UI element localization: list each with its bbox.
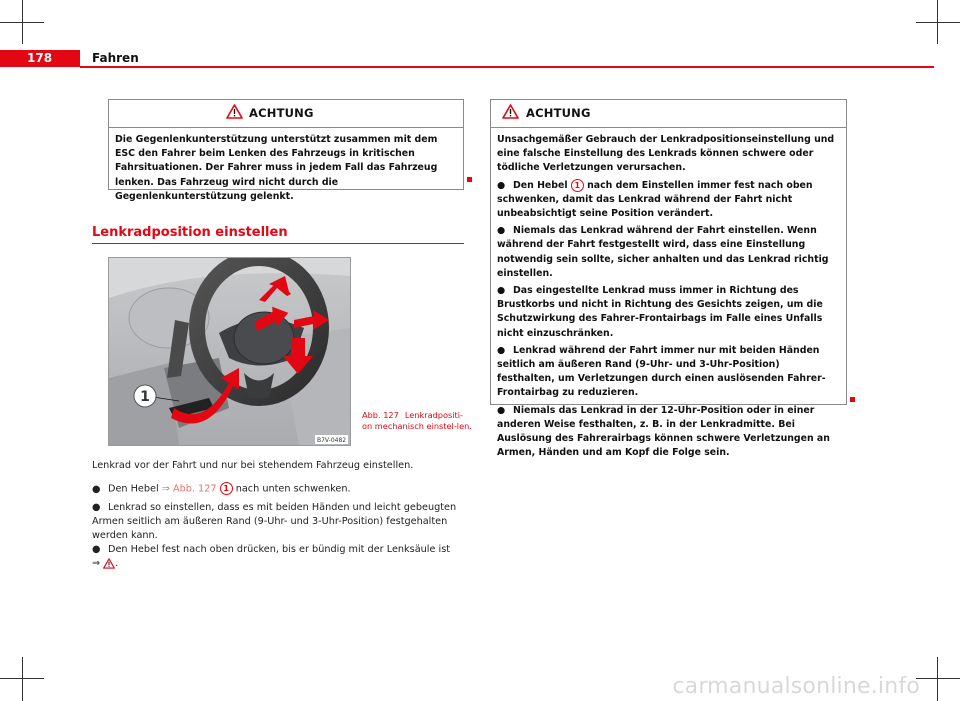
- warning-box-left: [108, 99, 464, 202]
- step-3-arrow: ⇒: [92, 558, 101, 569]
- caption-number: Abb. 127: [362, 410, 399, 420]
- bullet: ●: [497, 344, 506, 356]
- crop-mark: [22, 0, 23, 22]
- figure-link[interactable]: ⇒ Abb. 127: [161, 483, 217, 495]
- bullet: ●: [497, 225, 506, 237]
- bullet: ●: [497, 285, 506, 297]
- step-2: [92, 501, 472, 543]
- warning-header: [491, 100, 846, 128]
- warning-bullet-3-text: Das eingestellte Lenkrad muss immer in Richtung des Brustkorbs und nicht in Richtung des Gesichts zeigen, um die Schutzwirkung des Fahrer-Frontairbags im Falle eines Unfalls nicht einzuschränken.: [497, 285, 823, 339]
- warning-intro: Unsachgemäßer Gebrauch der Lenkradpositionseinstellung und eine falsche Einstellung des Lenkrads können schwere oder tödliche Verletzungen verursachen.: [497, 134, 835, 174]
- caption-text: Lenkradpositi-on mechanisch einstel-len.: [362, 410, 472, 431]
- warning-body: [491, 128, 846, 464]
- figure-code: B7V-0482: [317, 437, 347, 444]
- bullet: ●: [92, 483, 101, 495]
- crop-mark: [916, 22, 960, 23]
- warning-bullet-5: [497, 404, 840, 461]
- lever-number-badge: 1: [571, 179, 584, 192]
- warning-link-icon[interactable]: [103, 558, 115, 569]
- warning-bullet-3: [497, 284, 840, 341]
- chapter-title: Fahren: [92, 51, 139, 65]
- step-3: [92, 543, 472, 571]
- intro-paragraph: Lenkrad vor der Fahrt und nur bei stehendem Fahrzeug einstellen.: [92, 460, 414, 471]
- warning-bullet-5-text: Niemals das Lenkrad in der 12-Uhr-Position oder in einer anderen Weise festhalten, z. B. in der Lenkradmitte. Bei Auslösung des Fahrerairbags können schwere Verletzungen an Armen, Händen und am Kopf die Folge sein.: [497, 404, 830, 459]
- figure-caption: [362, 410, 472, 432]
- crop-mark: [22, 22, 23, 44]
- figure-callout-1: 1: [140, 389, 150, 405]
- warning-title: ACHTUNG: [526, 106, 591, 120]
- step-2-text: Lenkrad so einstellen, dass es mit beiden Händen und leicht gebeugten Armen seitlich am äußeren Rand (9-Uhr- und 3-Uhr-Position) festgehalten werden kann.: [92, 502, 457, 541]
- step-1-text: Den Hebel: [108, 483, 162, 495]
- header-rule: [80, 66, 934, 68]
- bullet: ●: [92, 502, 101, 513]
- bullet: ●: [497, 179, 506, 191]
- bullet: ●: [497, 404, 506, 416]
- warning-bullet-1-text-end: nach dem Einstellen immer fest nach oben schwenken, damit das Lenkrad während der Fahrt nicht unbeabsichtigt seine Position verändert.: [497, 179, 813, 220]
- warning-title: ACHTUNG: [249, 106, 314, 120]
- section-rule: [92, 243, 464, 244]
- warning-bullet-4-text: Lenkrad während der Fahrt immer nur mit beiden Händen seitlich am äußeren Rand (9-Uhr- und 3-Uhr-Position) festhalten, um Verletzungen durch einen auslösenden Fahrer-Frontairbag zu reduzieren.: [497, 344, 826, 399]
- step-1: [92, 482, 472, 497]
- end-marker: [467, 177, 472, 182]
- steering-wheel-illustration: [109, 258, 350, 445]
- warning-body: [109, 128, 463, 208]
- section-title: Lenkradposition einstellen: [92, 225, 288, 240]
- step-3-text: Den Hebel fest nach oben drücken, bis er bündig mit der Lenksäule ist: [108, 544, 451, 555]
- warning-triangle-icon: [502, 104, 519, 119]
- step-1-text-end: nach unten schwenken.: [232, 483, 351, 495]
- warning-triangle-icon: [226, 104, 243, 119]
- crop-mark: [0, 22, 22, 23]
- watermark-url: carmanualsonline.info: [672, 674, 920, 699]
- step-3-end: .: [115, 558, 119, 569]
- warning-bullet-1: [497, 179, 840, 222]
- steering-wheel-figure: [108, 257, 351, 446]
- page-number: 178: [0, 50, 80, 67]
- lever-number-badge: 1: [220, 482, 233, 495]
- warning-header: [109, 100, 463, 128]
- warning-bullet-2-text: Niemals das Lenkrad während der Fahrt einstellen. Wenn während der Fahrt festgestellt wird, dass eine Einstellung notwendig sein sollte, sicher anhalten und das Lenkrad richtig einstellen.: [497, 225, 829, 279]
- warning-text: Die Gegenlenkunterstützung unterstützt zusammen mit dem ESC den Fahrer beim Lenken des Fahrzeugs in kritischen Fahrsituationen. Der Fahrer muss in jedem Fall das Fahrzeug lenken. Das Fahrzeug wird nicht durch die Gegenlenkunterstützung gelenkt.: [115, 134, 438, 202]
- warning-bullet-4: [497, 344, 840, 401]
- warning-bullet-1-text: Den Hebel: [513, 179, 571, 191]
- bullet: ●: [92, 544, 101, 555]
- warning-bullet-2: [497, 224, 840, 281]
- warning-box-right: [490, 99, 847, 459]
- end-marker: [850, 397, 855, 402]
- body-intro: [92, 459, 472, 473]
- crop-mark: [22, 22, 44, 23]
